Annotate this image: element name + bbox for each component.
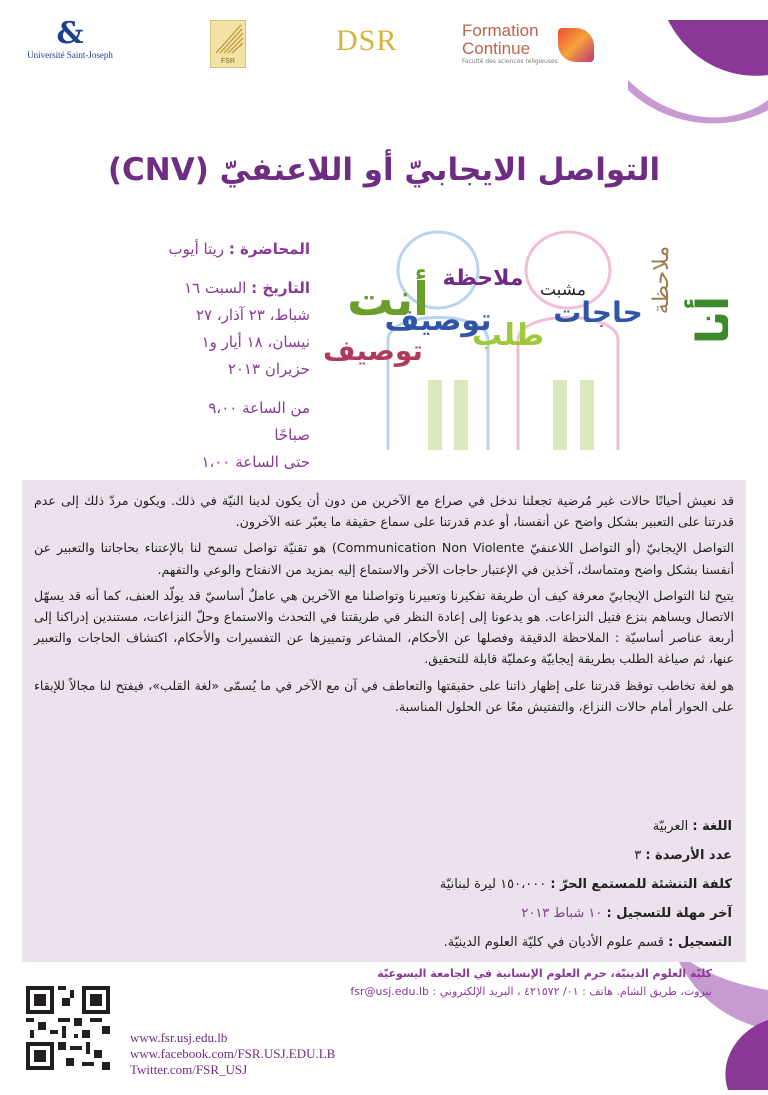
credits-row bbox=[440, 841, 732, 870]
course-details bbox=[440, 812, 732, 957]
word-mulahaza-brown: ملاحظة bbox=[649, 245, 674, 315]
lecturer-row bbox=[168, 236, 310, 263]
paragraph-4: هو لغة تخاطب توقظ قدرتنا على إظهار ذاتنا على حقيقتها والتعاطف في آن مع الآخر في ما يُسمّى «لغة القلب»، فيفتح لنا مجالاً للإبقاء على الحوار أمام حالات النزاع، والتفتيش معًا عن الحلول المناسبة. bbox=[34, 677, 734, 714]
link-twitter[interactable]: Twitter.com/FSR_USJ bbox=[130, 1062, 248, 1077]
description-panel bbox=[22, 480, 746, 962]
language-row bbox=[440, 812, 732, 841]
link-website[interactable]: www.fsr.usj.edu.lb bbox=[130, 1030, 228, 1045]
time-line1: من الساعة ٩،٠٠ صباحًا bbox=[208, 399, 310, 444]
word-tawsif: توصيف bbox=[323, 334, 423, 367]
usj-logo bbox=[20, 18, 120, 68]
dsr-logo: DSR bbox=[336, 24, 398, 57]
word-mulahaza: ملاحظة bbox=[442, 266, 524, 291]
footer-info bbox=[152, 965, 712, 1001]
registration-value: قسم علوم الأديان في كليّة العلوم الدينيّة. bbox=[443, 935, 664, 950]
qr-code-icon bbox=[26, 986, 110, 1070]
fc-swoosh-icon bbox=[558, 28, 594, 62]
fsr-logo-text: FSR bbox=[221, 58, 235, 65]
date-row bbox=[168, 275, 310, 383]
date-value: السبت ١٦ شباط، ٢٣ آذار، ٢٧ نيسان، ١٨ أيار و١ حزيران ٢٠١٣ bbox=[184, 279, 310, 378]
credits-label: عدد الأرصدة : bbox=[645, 848, 732, 863]
lecturer-label: المحاضرة : bbox=[228, 240, 310, 258]
language-label: اللغة : bbox=[692, 819, 732, 834]
registration-row bbox=[440, 928, 732, 957]
time-line2: حتى الساعة ١،٠٠ bbox=[201, 453, 310, 471]
cost-row bbox=[440, 870, 732, 899]
page-title: التواصل الايجابيّ أو اللاعنفيّ (CNV) bbox=[107, 152, 661, 188]
lecturer-name: ريتا أيوب bbox=[168, 240, 225, 258]
deadline-row bbox=[440, 899, 732, 928]
cost-label: كلفة التنشئة للمستمع الحرّ : bbox=[550, 877, 732, 892]
link-facebook[interactable]: www.facebook.com/FSR.USJ.EDU.LB bbox=[130, 1046, 336, 1061]
fc-line1: Formation bbox=[462, 21, 539, 40]
paragraph-1: قد نعيش أحيانًا حالات غير مُرضية تجعلنا ندخل في صراع مع الآخرين من دون أن يكون لدينا النيّة في ذلك. ويكون مردّ ذلك إلى عدم قدرتنا على التعبير بشكل واضح عن أنفسنا، أو عدم قدرتنا على سماع حقيقة ما يعبّر عنه الآخرون. bbox=[34, 493, 734, 530]
formation-continue-logo bbox=[462, 22, 594, 68]
paragraph-2: التواصل الإيجابيّ (أو التواصل اللاعنفيّ Communication Non Violente) هو تقنيّة تواصل تسمح لنا بالإعتناء بحاجاتنا والتعبير عن أنفسنا بشكل واضح ومتماسك، آخذين في الإعتبار حاجات الآخر والاستماع إليه بمزيد من الانفتاح والوعي والتفهم. bbox=[34, 540, 734, 577]
word-anta: أنت bbox=[347, 272, 429, 326]
purple-swoosh-top-icon bbox=[628, 20, 768, 130]
cnv-illustration bbox=[318, 220, 739, 450]
registration-label: التسجيل : bbox=[668, 935, 732, 950]
cost-value: ١٥٠،٠٠٠ ليرة لبنانيّة bbox=[439, 877, 547, 892]
fc-line2: Continue bbox=[462, 39, 531, 58]
footer-org: كليّة العلوم الدينيّة، حرم العلوم الإنسانية في الجامعة اليسوعيّة bbox=[377, 967, 712, 980]
deadline-value: ١٠ شباط ٢٠١٣ bbox=[521, 906, 603, 921]
usj-logo-name: Université Saint-Joseph bbox=[27, 50, 113, 60]
language-value: العربيّة bbox=[652, 819, 689, 834]
word-hajat: حاجات bbox=[553, 296, 643, 329]
course-info bbox=[168, 236, 310, 503]
word-tawsif-blue: توصيف bbox=[384, 303, 492, 338]
description-text bbox=[34, 490, 734, 722]
fc-sub: Faculté des sciences religieuses bbox=[462, 58, 558, 65]
fsr-logo bbox=[210, 20, 246, 68]
word-talab: طلب bbox=[471, 318, 545, 353]
figure-left-leg2-icon bbox=[454, 380, 468, 450]
figure-right-leg2-icon bbox=[580, 380, 594, 450]
figure-right-leg-icon bbox=[553, 380, 567, 450]
word-musbat: مشبت bbox=[539, 280, 587, 300]
footer-links bbox=[130, 1030, 335, 1078]
footer-address: بيروت، طريق الشام. هاتف : ٠١/ ٤٢١٥٧٢ ، البريد الإلكتروني : fsr@usj.edu.lb bbox=[350, 985, 712, 998]
usj-logo-mark: & bbox=[56, 16, 84, 51]
date-label: التاريخ : bbox=[251, 279, 310, 297]
deadline-label: آخر مهلة للتسجيل : bbox=[606, 906, 732, 921]
paragraph-3: يتيح لنا التواصل الإيجابيّ معرفة كيف أن طريقة تفكيرنا وتعبيرنا وتواصلنا مع الآخرين هي عاملٌ أساسيّ قد يولّد العنف، كما أنه قد يسهّل الاتصال ويساهم بنزع فتيل النزاعات. هو يدعونا إلى إعادة النظر في طريقتنا في التحدث والاستماع وحلّ النزاعات، مستندين إدراكنا إلى أربعة عناصر أساسيّة : الملاحظة الدقيقة وفصلها عن الأحكام، المشاعر وتمييزها عن التفسيرات والأحكام، اكتشاف الحاجات والتعبير عنها، ثم صياغة الطلب بطريقة إيجابيّة وعمليّة قابلة للتحقيق. bbox=[34, 587, 734, 667]
fsr-logo-rays-icon bbox=[211, 21, 245, 55]
credits-value: ٣ bbox=[634, 848, 642, 863]
figure-left-leg-icon bbox=[428, 380, 442, 450]
word-ana: أنا bbox=[688, 295, 739, 345]
